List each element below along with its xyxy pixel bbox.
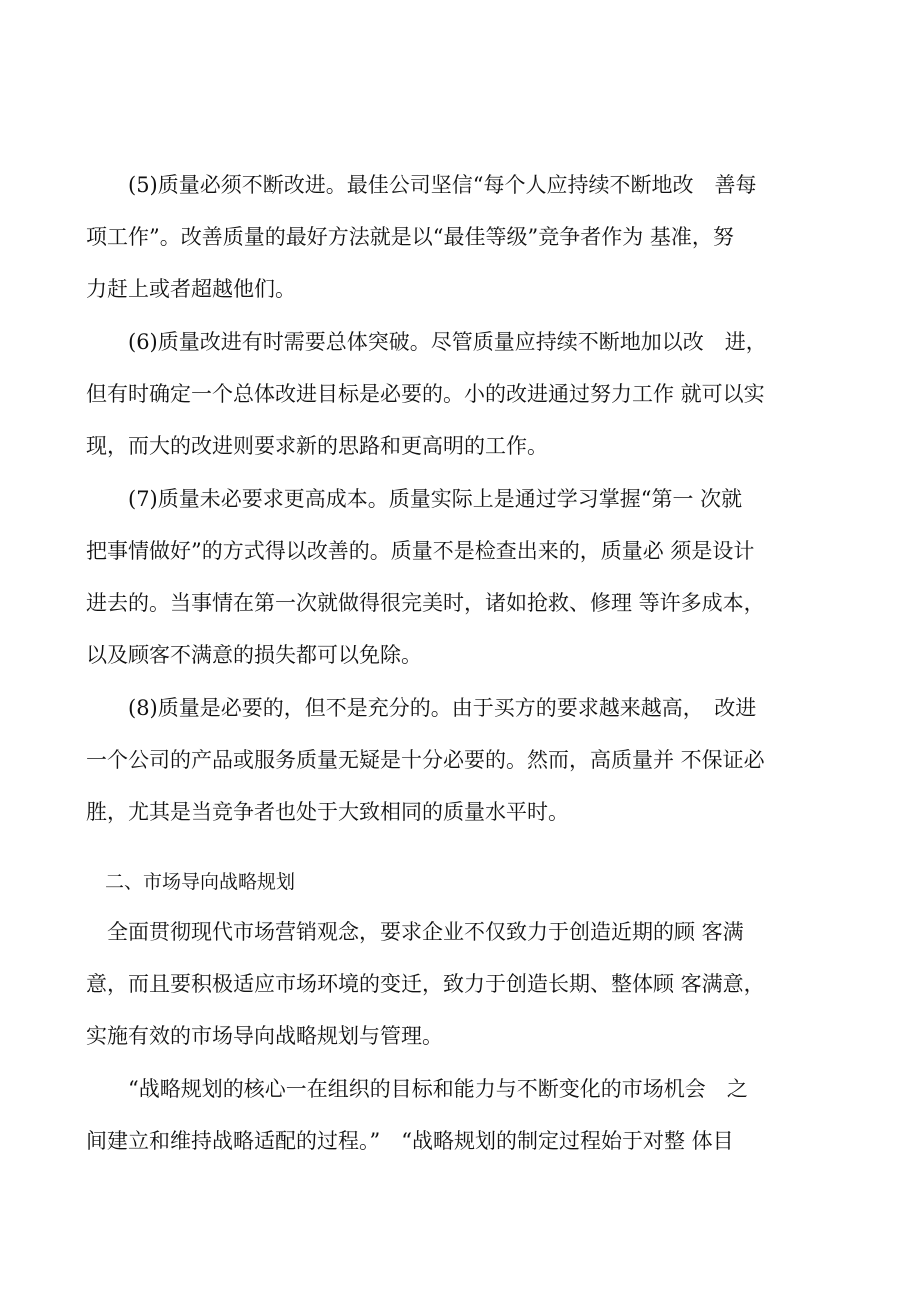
- paragraph-7-line-3: 进去的。当事情在第一次就做得很完美时，诸如抢救、修理 等许多成本，: [86, 591, 765, 615]
- paragraph-8-line-1: (8)质量是必要的，但不是充分的。由于买方的要求越来越高， 改进: [86, 696, 757, 720]
- paragraph-quote-line-2: 间建立和维持战略适配的过程。” “战略规划的制定过程始于对整 体目: [86, 1129, 734, 1153]
- paragraph-8-line-2: 一个公司的产品或服务质量无疑是十分必要的。然而，高质量并 不保证必: [86, 748, 765, 772]
- paragraph-quote-line-1: “战略规划的核心一在组织的目标和能力与不断变化的市场机会 之: [86, 1077, 748, 1101]
- paragraph-6-line-2: 但有时确定一个总体改进目标是必要的。小的改进通过努力工作 就可以实: [86, 382, 765, 406]
- paragraph-6-line-3: 现，而大的改进则要求新的思路和更高明的工作。: [86, 434, 548, 458]
- paragraph-intro-line-1: 全面贯彻现代市场营销观念，要求企业不仅致力于创造近期的顾 客满: [86, 920, 744, 944]
- paragraph-7-line-1: (7)质量未必要求更高成本。质量实际上是通过学习掌握“第一 次就: [86, 487, 743, 511]
- paragraph-8-line-3: 胜，尤其是当竞争者也处于大致相同的质量水平时。: [86, 800, 569, 824]
- paragraph-5-line-2: 项工作”。改善质量的最好方法就是以“最佳等级”竞争者作为 基准，努: [86, 225, 734, 249]
- paragraph-intro-line-2: 意，而且要积极适应市场环境的变迁，致力于创造长期、整体顾 客满意，: [86, 972, 765, 996]
- paragraph-5-line-1: (5)质量必须不断改进。最佳公司坚信“每个人应持续不断地改 善每: [86, 173, 757, 197]
- paragraph-5-line-3: 力赶上或者超越他们。: [86, 277, 296, 301]
- section-heading: 二、市场导向战略规划: [86, 871, 296, 893]
- paragraph-7-line-2: 把事情做好”的方式得以改善的。质量不是检查出来的，质量必 须是设计: [86, 539, 755, 563]
- paragraph-intro-line-3: 实施有效的市场导向战略规划与管理。: [86, 1024, 443, 1048]
- paragraph-6-line-1: (6)质量改进有时需要总体突破。尽管质量应持续不断地加以改 进，: [86, 330, 767, 354]
- paragraph-7-line-4: 以及顾客不满意的损失都可以免除。: [86, 643, 422, 667]
